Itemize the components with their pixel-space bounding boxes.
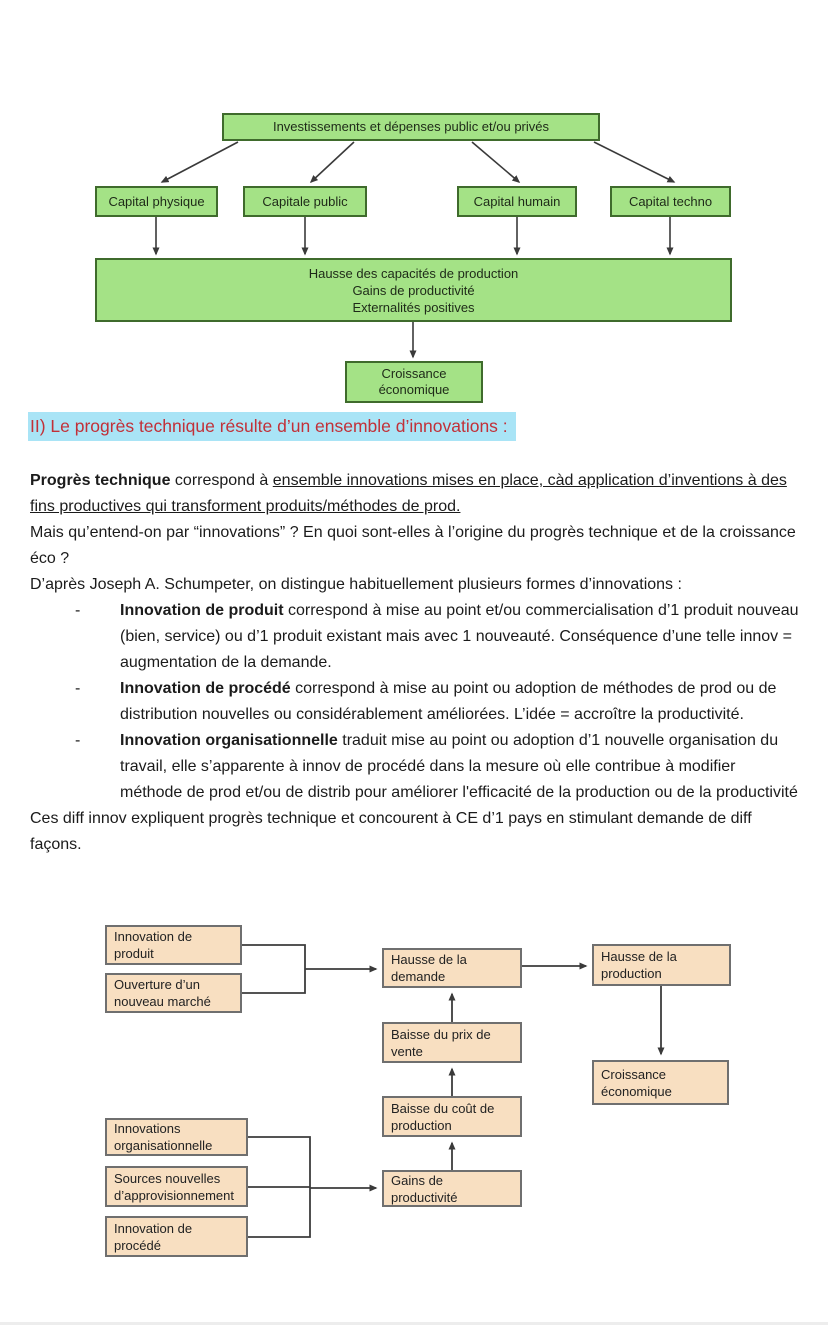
bullet-text <box>120 676 801 728</box>
bullet-dash: - <box>75 680 81 697</box>
bullet-term: Innovation de produit <box>120 602 284 619</box>
effets-line-1: Hausse des capacités de production <box>308 265 519 281</box>
diagram1-arrows <box>156 142 674 357</box>
effets-line-2: Gains de productivité <box>352 282 475 298</box>
bullet-innovation-procede <box>30 676 801 728</box>
bullet-text <box>120 728 801 806</box>
bullet-innovation-organisationnelle <box>30 728 801 806</box>
notes-text-body <box>30 412 801 858</box>
diagram1-box-capitale-public: Capitale public <box>243 186 367 217</box>
section-heading: II) Le progrès technique résulte d’un ensemble d’innovations : <box>28 412 516 441</box>
bullet-term: Innovation organisationnelle <box>120 732 338 749</box>
bullet-body: correspond à mise au point et/ou commercialisation d’1 produit nouveau (bien, service) ou d’1 produit existant mais avec 1 nouveauté. Conséquence d’une telle innov = augmentation de la demande. <box>120 602 799 671</box>
definition-link-text: correspond à <box>170 472 273 489</box>
paragraph-progres-technique <box>30 468 801 520</box>
diagram2-box-gains-productivite: Gains de productivité <box>382 1170 522 1207</box>
paragraph-schumpeter: D’après Joseph A. Schumpeter, on distingue habituellement plusieurs formes d’innovations : <box>30 576 682 593</box>
bullet-dash: - <box>75 602 81 619</box>
diagram2-box-baisse-cout: Baisse du coût de production <box>382 1096 522 1137</box>
diagram1-box-investissements: Investissements et dépenses public et/ou privés <box>222 113 600 141</box>
paragraph-question: Mais qu’entend-on par “innovations” ? En quoi sont-elles à l’origine du progrès technique et de la croissance éco ? <box>30 524 796 567</box>
diagram2-box-sources-nouvelles: Sources nouvelles d’approvisionnement <box>105 1166 248 1207</box>
diagram2-box-hausse-production: Hausse de la production <box>592 944 731 986</box>
diagram2-box-hausse-demande: Hausse de la demande <box>382 948 522 988</box>
diagram2-box-innovation-produit: Innovation de produit <box>105 925 242 965</box>
diagram2-box-innovation-procede: Innovation de procédé <box>105 1216 248 1257</box>
diagram1-box-capital-humain: Capital humain <box>457 186 577 217</box>
diagram2-box-innovations-organisationnelle: Innovations organisationnelle <box>105 1118 248 1156</box>
paragraph-conclusion: Ces diff innov expliquent progrès technique et concourent à CE d’1 pays en stimulant demande de diff façons. <box>30 810 752 853</box>
effets-line-3: Externalités positives <box>352 299 475 315</box>
bullet-body: correspond à mise au point ou adoption de méthodes de prod ou de distribution nouvelles ou considérablement améliorées. L’idée = accroître la productivité. <box>120 680 777 723</box>
diagram2-box-baisse-prix: Baisse du prix de vente <box>382 1022 522 1063</box>
definition-term: Progrès technique <box>30 472 171 489</box>
diagram1-box-croissance-economique: Croissance économique <box>345 361 483 403</box>
diagram1-box-capital-physique: Capital physique <box>95 186 218 217</box>
bullet-body: traduit mise au point ou adoption d’1 nouvelle organisation du travail, elle s’apparente à innov de procédé dans la mesure où elle contribue à modifier méthode de prod et/ou de distrib pour améliorer l'efficacité de la production ou de la productivité <box>120 732 798 801</box>
bullet-dash: - <box>75 732 81 749</box>
bullet-innovation-produit <box>30 598 801 676</box>
diagram2-box-ouverture-marche: Ouverture d’un nouveau marché <box>105 973 242 1013</box>
bullet-text <box>120 598 801 676</box>
bullet-term: Innovation de procédé <box>120 680 291 697</box>
diagram1-box-capital-techno: Capital techno <box>610 186 731 217</box>
diagram2-box-croissance-economique: Croissance économique <box>592 1060 729 1105</box>
definition-underlined: ensemble innovations mises en place, càd application d’inventions à des fins productives qui transforment produits/méthodes de prod. <box>30 472 787 515</box>
diagram1-box-effets <box>95 258 732 322</box>
